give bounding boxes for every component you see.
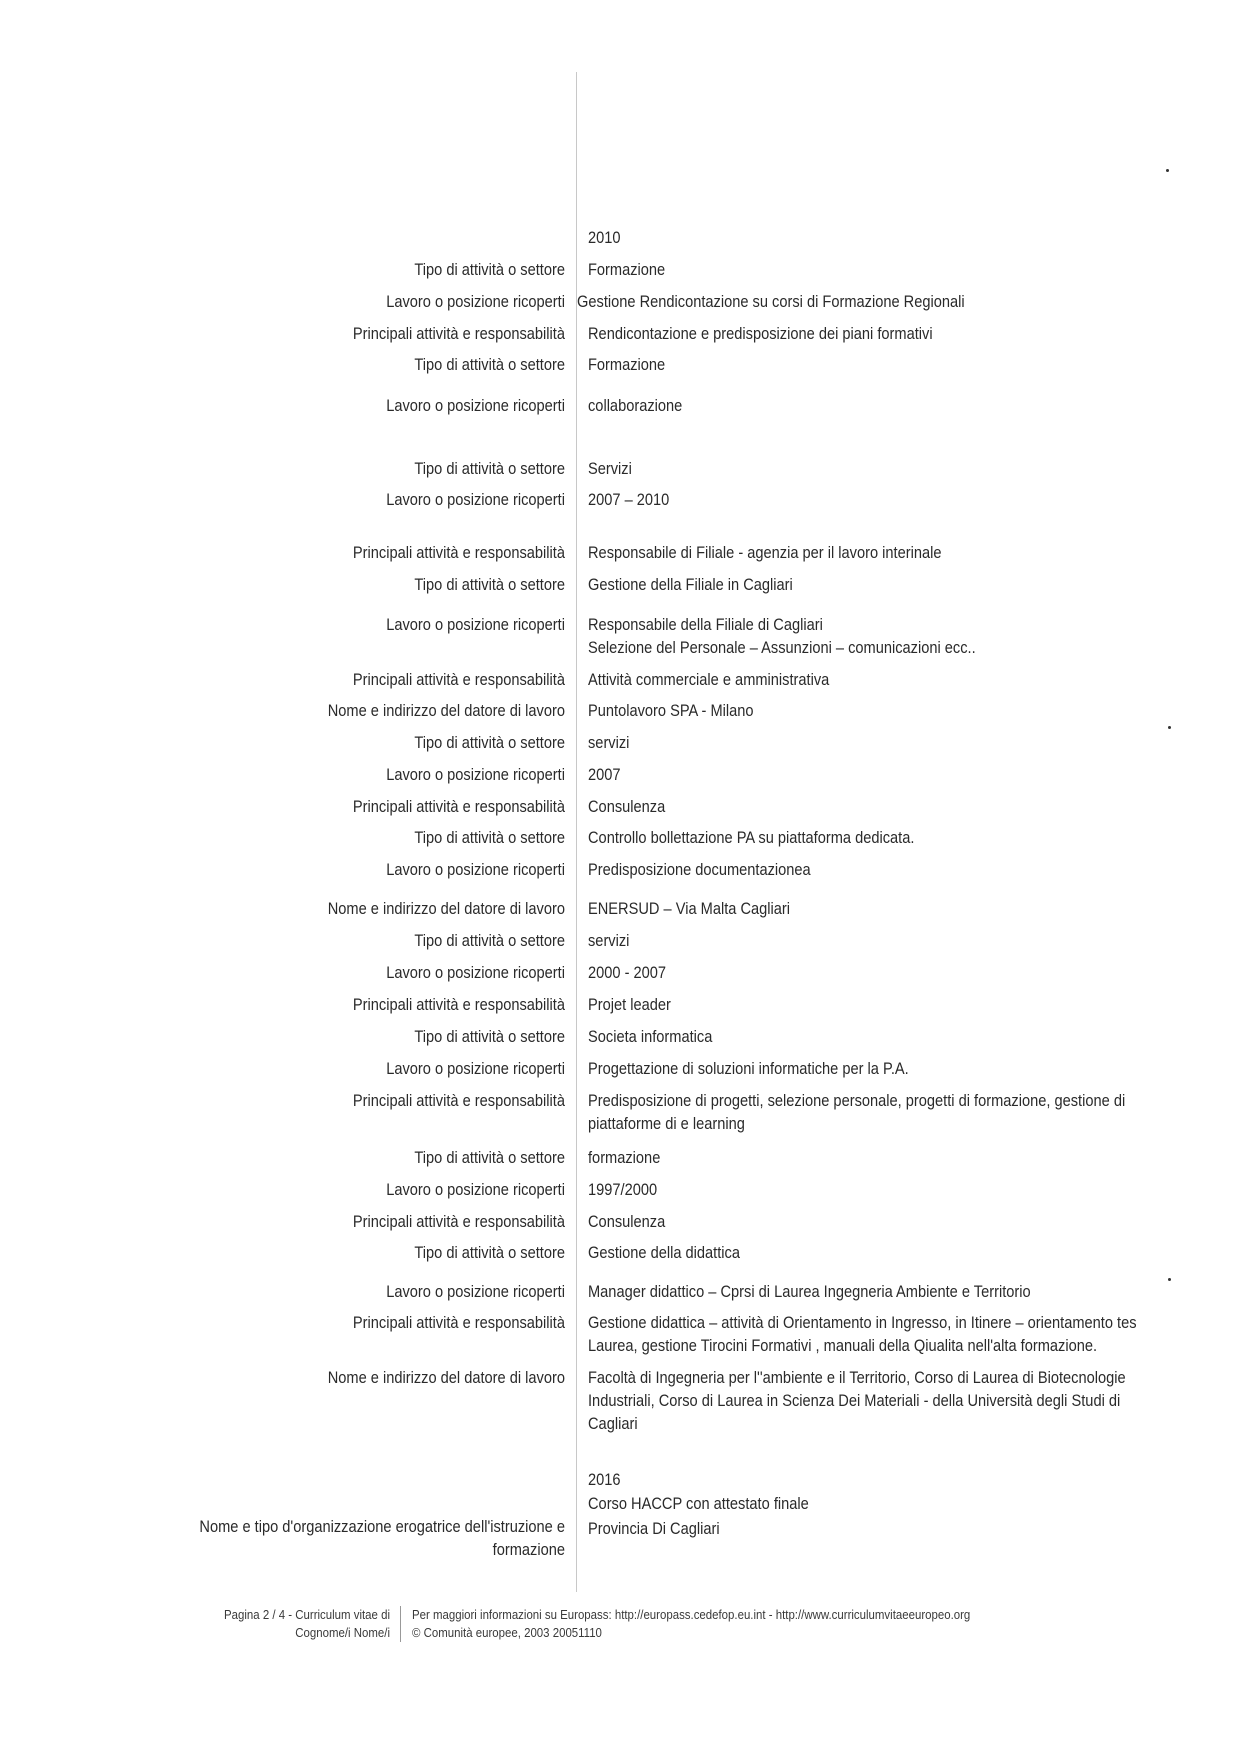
entry-label: Nome e indirizzo del datore di lavoro [327,899,565,918]
entry-label: Tipo di attività o settore [414,733,565,752]
entry-label: Lavoro o posizione ricoperti [386,1059,565,1078]
entry-value: servizi [588,931,630,950]
entry-value: 2010 [588,228,621,247]
entry-label: Lavoro o posizione ricoperti [386,1180,565,1199]
entry-label: Tipo di attività o settore [414,355,565,374]
entry-label: Principali attività e responsabilità [352,995,565,1014]
entry-value: 1997/2000 [588,1180,658,1199]
entry-value: Progettazione di soluzioni informatiche per la P.A. [588,1059,909,1078]
entry-value: Provincia Di Cagliari [588,1519,720,1538]
footer-copyright: © Comunità europee, 2003 20051110 [412,1625,602,1640]
entry-value: Projet leader [588,995,671,1014]
speck-mark [1168,1278,1171,1281]
entry-value: 2007 [588,765,621,784]
entry-label: Lavoro o posizione ricoperti [386,292,565,311]
entry-label: Lavoro o posizione ricoperti [386,860,565,879]
entry-value: ENERSUD – Via Malta Cagliari [588,899,791,918]
entry-label: Nome e indirizzo del datore di lavoro [327,1368,565,1387]
entry-label: Lavoro o posizione ricoperti [386,615,565,634]
entry-value: Puntolavoro SPA - Milano [588,701,754,720]
entry-label: Lavoro o posizione ricoperti [386,396,565,415]
entry-value: 2000 - 2007 [588,963,667,982]
entry-value: Manager didattico – Cprsi di Laurea Ingegneria Ambiente e Territorio [588,1282,1031,1301]
entry-label: Principali attività e responsabilità [352,1313,565,1332]
entry-value: servizi [588,733,630,752]
entry-value: Consulenza [588,1212,666,1231]
entry-label: Tipo di attività o settore [414,1148,565,1167]
entry-value: Attività commerciale e amministrativa [588,670,830,689]
entry-label: Tipo di attività o settore [414,1027,565,1046]
footer-page-info: Pagina 2 / 4 - Curriculum vitae di [224,1607,390,1622]
entry-value: Gestione didattica – attività di Orientamento in Ingresso, in Itinere – orientamento tes Laurea, gestione Tirocini Formativi , manuali della Qiualita nell'alta formazione. [588,1313,1137,1355]
entry-value: collaborazione [588,396,683,415]
entry-value: Facoltà di Ingegneria per l''ambiente e il Territorio, Corso di Laurea di Biotecnologie Industriali, Corso di Laurea in Scienza Dei Materiali - della Università degli Studi di Cagliari [588,1368,1126,1433]
entry-label: Tipo di attività o settore [414,459,565,478]
entry-label: Principali attività e responsabilità [352,670,565,689]
entry-value: Corso HACCP con attestato finale [588,1494,809,1513]
entry-label: Lavoro o posizione ricoperti [386,765,565,784]
entry-value: Rendicontazione e predisposizione dei piani formativi [588,324,933,343]
entry-value: 2016 [588,1470,621,1489]
entry-label: Lavoro o posizione ricoperti [386,490,565,509]
entry-value: Societa informatica [588,1027,713,1046]
entry-label: Principali attività e responsabilità [352,543,565,562]
entry-label: Tipo di attività o settore [414,931,565,950]
entry-label: Nome e tipo d'organizzazione erogatrice dell'istruzione e formazione [199,1517,565,1559]
entry-value: Consulenza [588,797,666,816]
entry-value: Servizi [588,459,632,478]
entry-label: Principali attività e responsabilità [352,1091,565,1110]
entry-value: Predisposizione documentazionea [588,860,811,879]
footer-name: Cognome/i Nome/i [295,1625,390,1640]
entry-label: Tipo di attività o settore [414,260,565,279]
entry-value: 2007 – 2010 [588,490,670,509]
entry-value: Formazione [588,355,666,374]
entry-label: Tipo di attività o settore [414,828,565,847]
footer-divider [400,1606,401,1642]
entry-value: Formazione [588,260,666,279]
entry-label: Lavoro o posizione ricoperti [386,1282,565,1301]
entry-value: Responsabile della Filiale di Cagliari Selezione del Personale – Assunzioni – comunicazioni ecc.. [588,615,976,657]
entry-value: Gestione della Filiale in Cagliari [588,575,793,594]
entry-value: Gestione della didattica [588,1243,740,1262]
entry-label: Lavoro o posizione ricoperti [386,963,565,982]
speck-mark [1166,169,1169,172]
footer-info-link: Per maggiori informazioni su Europass: http://europass.cedefop.eu.int - http://www.curriculumvitaeeuropeo.org [412,1607,971,1622]
speck-mark [1168,726,1171,729]
entry-label: Principali attività e responsabilità [352,797,565,816]
entry-value: Predisposizione di progetti, selezione personale, progetti di formazione, gestione di piattaforme di e learning [588,1091,1126,1133]
entry-label: Tipo di attività o settore [414,575,565,594]
entry-label: Principali attività e responsabilità [352,1212,565,1231]
entry-label: Nome e indirizzo del datore di lavoro [327,701,565,720]
entry-value: Controllo bollettazione PA su piattaforma dedicata. [588,828,915,847]
entry-label: Principali attività e responsabilità [352,324,565,343]
entry-value: Responsabile di Filiale - agenzia per il lavoro interinale [588,543,942,562]
entry-label: Tipo di attività o settore [414,1243,565,1262]
entry-value: Gestione Rendicontazione su corsi di Formazione Regionali [577,292,965,311]
entry-value: formazione [588,1148,661,1167]
